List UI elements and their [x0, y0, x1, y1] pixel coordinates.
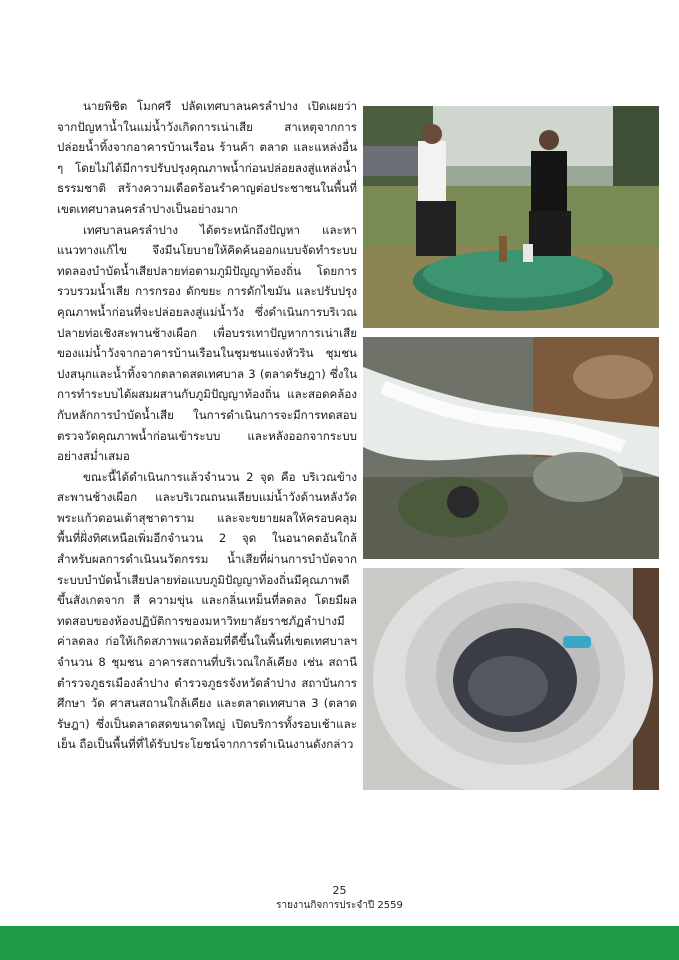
paragraph-2: เทศบาลนครลำปาง ได้ตระหนักถึงปัญหา และหาแนวทางแก้ไข จึงมีนโยบายให้คิดค้นออกแบบจัดทำระบบทดลองบำบัดน้ำเสียปลายท่อตามภูมิปัญญาท้องถิ่น โดยการรวบรวมน้ำเสีย การกรอง ดักขยะ การดักไขมัน และปรับปรุงคุณภาพน้ำก่อนที่จะปล่อยลงสู่แม่น้ำวัง ซึ่งดำเนินการบริเวณปลายท่อเชิงสะพานช้างเผือก เพื่อบรรเทาปัญหาการเน่าเสียของแม่น้ำวังจากอาคารบ้านเรือนในชุมชนแจ่งหัวริน ชุมชนปงสนุกและน้ำทิ้งจากตลาดสดเทศบาล 3 (ตลาดรัษฎา) ซึ่งในการทำระบบได้ผสมผสานกับภูมิปัญญาท้องถิ่น และสอดคล้องกับหลักการบำบัดน้ำเสีย ในการดำเนินการจะมีการทดสอบตรวจวัดคุณภาพน้ำก่อนเข้าระบบ และหลังออกจากระบบอย่างสม่ำเสมอ [57, 222, 357, 464]
page-number: 25 [332, 884, 347, 897]
paragraph-3: ขณะนี้ได้ดำเนินการแล้วจำนวน 2 จุด คือ บริเวณข้างสะพานช้างเผือก และบริเวณถนนเลียบแม่น้ำวังด้านหลังวัดพระแก้วดอนเต้าสุชาดาราม และจะขยายผลให้ครอบคลุมพื้นที่ฝั่งทิศเหนือเพิ่มอีกจำนวน 2 จุด ในอนาคตอันใกล้ สำหรับผลการดำเนินนวัตกรรม น้ำเสียที่ผ่านการบำบัดจากระบบบำบัดน้ำเสียปลายท่อแบบภูมิปัญญาท้องถิ่นมีคุณภาพดีขึ้นสังเกตจาก สี ความขุ่น และกลิ่นเหม็นที่ลดลง โดยมีผลทดสอบของห้องปฏิบัติการของมหาวิทยาลัยราชภัฏลำปางมีค่าลดลง ก่อให้เกิดสภาพแวดล้อมที่ดีขึ้นในพื้นที่เขตเทศบาลฯ จำนวน 8 ชุมชน อาคารสถานที่บริเวณใกล้เคียง เช่น สถานีตำรวจภูธรเมืองลำปาง ตำรวจภูธรจังหวัดลำปาง สถาบันการศึกษา วัด ศาสนสถานใกล้เคียง และตลาดเทศบาล 3 (ตลาดรัษฎา) ซึ่งเป็นตลาดสดขนาดใหญ่ เปิดบริการทั้งรอบเช้าและเย็น ถือเป็นพื้นที่ที่ได้รับประโยชน์จากการดำเนินงานดังกล่าว [57, 469, 357, 752]
photo-water-outflow [363, 337, 659, 559]
paragraph-1: นายพิชิต โมกศรี ปลัดเทศบาลนครลำปาง เปิดเผยว่า จากปัญหาน้ำในแม่น้ำวังเกิดการเน่าเสีย สาเหตุจากการปล่อยน้ำทิ้งจากอาคารบ้านเรือน ร้านค้า ตลาด และแหล่งอื่น ๆ โดยไม่ได้มีการปรับปรุงคุณภาพน้ำก่อนปล่อยลงสู่แหล่งน้ำธรรมชาติ สร้างความเดือดร้อนรำคาญต่อประชาชนในพื้นที่เขตเทศบาลนครลำปางเป็นอย่างมาก [57, 99, 357, 216]
footer-bar [0, 926, 679, 960]
photo-inspection [363, 106, 659, 328]
photo-filter-tank [363, 568, 659, 790]
report-title: รายงานกิจการประจำปี 2559 [276, 900, 403, 911]
article-body [57, 96, 357, 755]
